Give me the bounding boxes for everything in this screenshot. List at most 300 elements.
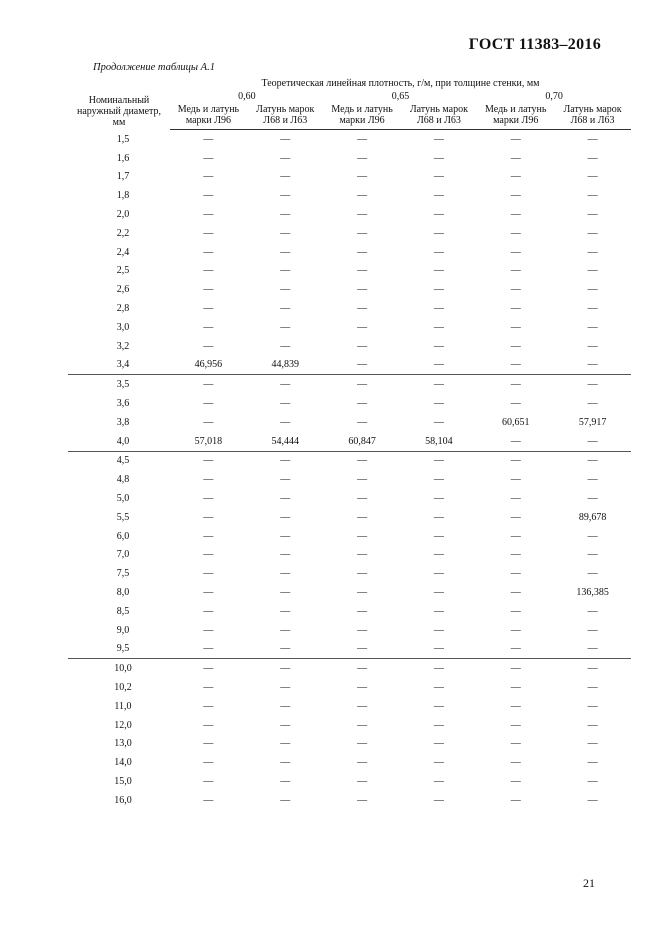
density-cell: — [477,640,554,659]
column-header: Латунь марок Л68 и Л63 [400,104,477,130]
table-row [68,621,631,640]
density-cell: — [587,284,598,296]
density-cell: — [203,549,214,561]
density-cell: — [510,700,521,712]
table-row [68,678,631,697]
density-cell: — [510,340,521,352]
table-row [68,318,631,337]
density-cell: — [203,682,214,693]
density-cell: — [357,284,368,296]
table-row [68,451,631,470]
density-cell: — [357,303,368,315]
density-cell: — [357,511,368,523]
density-cell: — [587,738,598,750]
table-row [68,546,631,565]
table-row [68,130,631,149]
document-code: ГОСТ 11383–2016 [468,36,601,53]
table-row [68,168,631,187]
density-cell: — [357,246,368,258]
density-cell: — [433,719,444,731]
density-cell: — [510,284,521,296]
density-cell: — [510,265,521,277]
density-cell: — [433,493,444,505]
density-cell: — [554,356,631,375]
density-cell: 60,651 [501,416,530,428]
density-cell: — [433,605,444,617]
density-table [68,75,631,810]
density-cell: — [280,530,291,542]
table-row [68,356,631,375]
table-row [68,659,631,678]
density-cell: — [433,775,444,787]
thickness-header-1: 0,60 [238,91,256,102]
density-cell: — [433,700,444,712]
density-cell: — [357,265,368,277]
density-cell: — [280,209,291,221]
diameter-cell: 14,0 [114,757,132,769]
density-cell: — [280,416,291,428]
density-cell: — [203,133,214,145]
density-cell: — [357,587,368,599]
diameter-cell: 5,0 [116,493,130,505]
table-row [68,413,631,432]
density-cell: — [433,227,444,239]
table-row [68,508,631,527]
density-cell: — [433,265,444,277]
density-cell: — [587,171,598,183]
density-cell: — [587,757,598,769]
diameter-cell: 3,8 [116,416,130,428]
table-row [68,583,631,602]
diameter-cell: 7,5 [116,568,130,580]
density-cell: — [433,663,444,675]
density-cell: — [400,640,477,659]
density-cell: — [280,379,291,391]
table-row [68,640,631,659]
density-cell: — [203,152,214,164]
diameter-cell: 2,2 [116,227,130,239]
density-cell: — [357,474,368,486]
density-cell: — [587,455,598,467]
density-cell: — [280,738,291,750]
density-cell: — [357,757,368,769]
density-cell: — [357,227,368,239]
density-cell: — [357,493,368,505]
column-header: Латунь марок Л68 и Л63 [247,104,324,130]
density-cell: — [203,663,214,675]
column-header: Латунь марок Л68 и Л63 [554,104,631,130]
diameter-cell: 6,0 [116,530,130,542]
density-cell: — [203,700,214,712]
diameter-cell: 4,5 [116,455,130,467]
density-cell: — [357,133,368,145]
density-cell: — [280,757,291,769]
density-cell: — [357,152,368,164]
density-table-container [68,75,631,810]
density-cell: — [433,568,444,580]
diameter-cell: 9,5 [68,640,170,659]
density-cell: — [510,209,521,221]
density-cell: — [510,246,521,258]
density-cell: — [203,719,214,731]
density-cell: — [203,624,214,636]
density-cell: — [433,794,444,806]
density-cell: — [433,321,444,333]
diameter-cell: 4,0 [68,432,170,451]
table-row [68,299,631,318]
density-cell: — [510,587,521,599]
density-cell: — [324,640,401,659]
density-cell: — [203,340,214,352]
density-cell: — [587,605,598,617]
density-cell: 89,678 [578,511,607,523]
diameter-cell: 10,2 [114,682,132,693]
density-cell: 54,444 [247,432,324,451]
density-cell: — [280,284,291,296]
density-cell: — [357,605,368,617]
table-row [68,753,631,772]
density-cell: — [357,549,368,561]
density-cell: — [280,227,291,239]
diameter-cell: 1,7 [116,171,130,183]
density-cell: — [433,455,444,467]
density-cell: — [357,700,368,712]
density-cell: — [203,246,214,258]
density-cell: — [203,303,214,315]
diameter-cell: 3,4 [68,356,170,375]
density-cell: — [510,493,521,505]
density-cell: — [510,152,521,164]
density-cell: — [357,682,368,693]
diameter-cell: 8,5 [116,605,130,617]
density-cell: 136,385 [576,587,609,599]
density-cell: — [203,605,214,617]
table-row [68,697,631,716]
diameter-cell: 2,0 [116,209,130,221]
table-row [68,205,631,224]
density-cell: — [280,190,291,202]
density-cell: — [587,775,598,787]
density-cell: — [357,530,368,542]
density-cell: — [280,549,291,561]
density-cell: — [587,379,598,391]
density-cell: 44,839 [247,356,324,375]
density-cell: — [433,303,444,315]
density-cell: — [203,171,214,183]
density-cell: — [587,474,598,486]
diameter-cell: 1,6 [116,152,130,164]
density-cell: — [357,568,368,580]
density-cell: — [203,190,214,202]
density-cell: — [510,757,521,769]
density-cell: — [433,246,444,258]
density-cell: — [433,624,444,636]
density-cell: — [587,209,598,221]
table-row [68,716,631,735]
diameter-cell: 3,0 [116,321,130,333]
density-cell: — [587,303,598,315]
density-cell: — [280,171,291,183]
density-cell: — [587,133,598,145]
density-cell: — [433,171,444,183]
table-row [68,470,631,489]
density-cell: — [587,794,598,806]
density-cell: — [510,530,521,542]
density-cell: — [587,321,598,333]
table-row [68,791,631,810]
density-cell: — [510,511,521,523]
diameter-cell: 1,5 [116,133,130,145]
table-body [68,130,631,810]
density-cell: — [203,209,214,221]
density-cell: — [170,640,247,659]
diameter-header: Номинальный наружный диаметр, мм [77,94,161,128]
thickness-header-2: 0,65 [391,91,410,102]
density-cell: — [587,682,598,693]
diameter-cell: 10,0 [114,663,132,675]
density-cell: — [433,379,444,391]
density-cell: — [280,133,291,145]
density-cell: — [203,398,214,410]
density-cell: — [357,416,368,428]
density-cell: — [587,549,598,561]
density-cell: — [433,757,444,769]
density-cell: — [357,190,368,202]
density-cell: — [357,794,368,806]
density-cell: — [433,530,444,542]
density-cell: — [433,398,444,410]
density-cell: — [400,356,477,375]
diameter-cell: 9,0 [116,624,130,636]
density-cell: — [433,152,444,164]
density-cell: — [357,738,368,750]
density-cell: — [357,171,368,183]
density-cell: — [433,340,444,352]
density-cell: — [587,493,598,505]
density-cell: — [247,640,324,659]
density-cell: — [587,530,598,542]
density-cell: — [203,379,214,391]
density-cell: — [280,493,291,505]
density-cell: — [510,398,521,410]
density-cell: — [280,587,291,599]
table-row [68,280,631,299]
density-cell: 57,018 [170,432,247,451]
density-cell: — [203,455,214,467]
column-header: Медь и латунь марки Л96 [170,104,247,130]
density-cell: — [357,340,368,352]
density-cell: — [203,474,214,486]
page-number: 21 [583,876,595,890]
density-cell: — [280,605,291,617]
density-cell: — [510,321,521,333]
table-row [68,337,631,356]
density-cell: — [433,511,444,523]
density-cell: — [357,775,368,787]
density-cell: — [587,246,598,258]
density-cell: — [433,682,444,693]
diameter-cell: 2,5 [116,265,130,277]
density-cell: — [433,133,444,145]
density-cell: — [280,624,291,636]
density-cell: — [280,152,291,164]
diameter-cell: 1,8 [116,190,130,202]
density-cell: — [203,321,214,333]
density-cell: — [203,794,214,806]
density-cell: — [433,587,444,599]
density-cell: — [433,549,444,561]
table-row [68,375,631,394]
density-cell: — [510,455,521,467]
diameter-cell: 3,6 [116,398,130,410]
density-cell: — [587,227,598,239]
density-cell: — [280,265,291,277]
diameter-cell: 2,6 [116,284,130,296]
diameter-cell: 3,5 [116,379,130,391]
density-cell: — [433,738,444,750]
density-cell: — [510,190,521,202]
diameter-cell: 7,0 [116,549,130,561]
density-cell: — [280,303,291,315]
density-cell: — [280,246,291,258]
density-cell: — [510,379,521,391]
density-cell: — [203,775,214,787]
density-cell: — [280,719,291,731]
density-cell: — [357,209,368,221]
diameter-cell: 2,8 [116,303,130,315]
density-cell: — [324,356,401,375]
density-cell: — [203,530,214,542]
column-header: Медь и латунь марки Л96 [324,104,401,130]
density-cell: — [587,398,598,410]
density-cell: — [510,227,521,239]
density-cell: — [587,340,598,352]
density-cell: — [554,640,631,659]
density-cell: — [357,455,368,467]
density-cell: — [203,284,214,296]
density-cell: — [357,719,368,731]
density-cell: — [203,227,214,239]
density-cell: — [280,474,291,486]
density-cell: — [510,474,521,486]
density-cell: — [203,568,214,580]
density-cell: — [357,321,368,333]
density-cell: — [280,511,291,523]
table-row [68,602,631,621]
diameter-cell: 2,4 [116,246,130,258]
table-row [68,527,631,546]
density-cell: — [203,416,214,428]
table-row [68,394,631,413]
density-cell: — [510,549,521,561]
density-cell: — [510,663,521,675]
density-cell: — [280,794,291,806]
table-row [68,243,631,262]
density-cell: — [280,455,291,467]
table-row [68,489,631,508]
density-cell: — [280,398,291,410]
table-row [68,735,631,754]
table-row [68,772,631,791]
density-cell: — [280,682,291,693]
density-cell: — [357,398,368,410]
diameter-cell: 12,0 [114,719,132,731]
density-cell: — [357,379,368,391]
density-cell: — [587,700,598,712]
density-cell: — [587,265,598,277]
density-cell: — [510,719,521,731]
density-spanner-header: Теоретическая линейная плотность, г/м, при толщине стенки, мм [261,78,540,89]
column-header: Медь и латунь марки Л96 [477,104,554,130]
density-cell: — [477,432,554,451]
density-cell: — [510,682,521,693]
density-cell: — [280,321,291,333]
density-cell: — [510,171,521,183]
density-cell: — [280,700,291,712]
density-cell: — [357,663,368,675]
density-cell: — [280,568,291,580]
density-cell: — [203,493,214,505]
density-cell: — [280,775,291,787]
diameter-cell: 13,0 [114,738,132,750]
density-cell: — [433,474,444,486]
table-continuation-label: Продолжение таблицы А.1 [93,62,215,73]
density-cell: — [587,663,598,675]
table-row [68,564,631,583]
density-cell: — [587,624,598,636]
density-cell: — [203,511,214,523]
density-cell: — [433,190,444,202]
density-cell: — [587,568,598,580]
density-cell: — [203,757,214,769]
density-cell: — [280,340,291,352]
density-cell: — [587,152,598,164]
density-cell: — [510,303,521,315]
diameter-cell: 8,0 [116,587,130,599]
density-cell: — [587,190,598,202]
density-cell: — [510,775,521,787]
table-row [68,432,631,451]
density-cell: — [510,738,521,750]
density-cell: — [357,624,368,636]
density-cell: — [510,624,521,636]
table-row [68,186,631,205]
thickness-header-3: 0,70 [545,91,563,102]
density-cell: 46,956 [170,356,247,375]
density-cell: — [510,133,521,145]
table-row [68,149,631,168]
density-cell: — [433,416,444,428]
diameter-cell: 16,0 [114,794,132,806]
density-cell: 57,917 [578,416,607,428]
density-cell: 60,847 [324,432,401,451]
density-cell: — [280,663,291,675]
density-cell: — [433,284,444,296]
density-cell: — [203,587,214,599]
density-cell: — [203,265,214,277]
density-cell: — [510,794,521,806]
diameter-cell: 3,2 [116,340,130,352]
density-cell: — [433,209,444,221]
density-cell: — [477,356,554,375]
density-cell: — [554,432,631,451]
table-row [68,262,631,281]
diameter-cell: 15,0 [114,775,132,787]
density-cell: — [203,738,214,750]
density-cell: — [587,719,598,731]
table-row [68,224,631,243]
diameter-cell: 4,8 [116,474,130,486]
